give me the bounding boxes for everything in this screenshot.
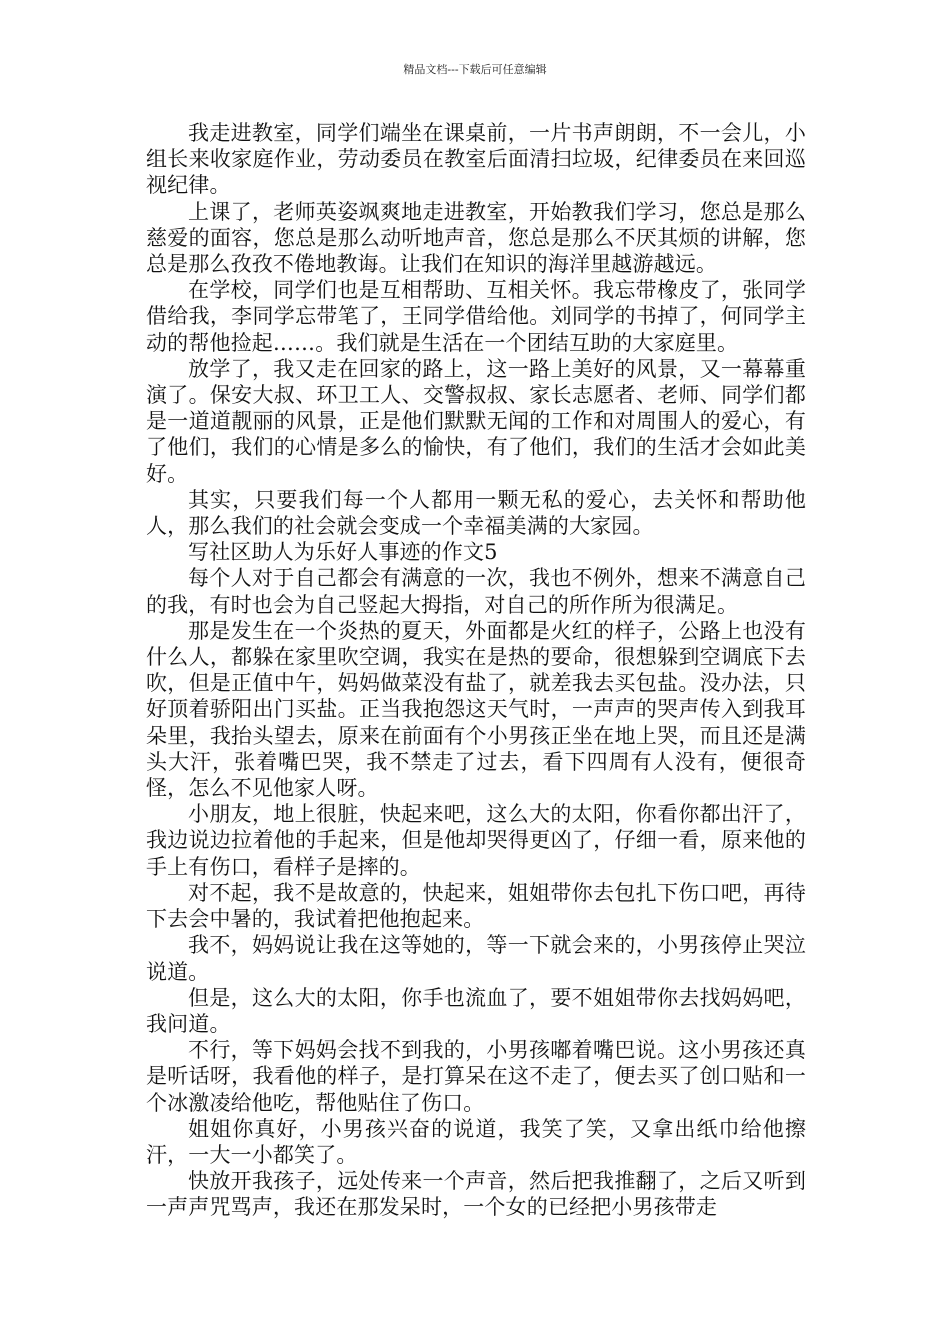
document-body [146,120,806,1221]
paragraph: 小朋友，地上很脏，快起来吧，这么大的太阳，你看你都出汗了，我边说边拉着他的手起来，但是他却哭得更凶了，仔细一看，原来他的手上有伤口，看样子是摔的。 [146,802,806,879]
paragraph: 其实，只要我们每一个人都用一颗无私的爱心，去关怀和帮助他人，那么我们的社会就会变成一个幸福美满的大家园。 [146,487,806,539]
section-title: 写社区助人为乐好人事迹的作文5 [188,540,498,565]
paragraph: 每个人对于自己都会有满意的一次，我也不例外，想来不满意自己的我，有时也会为自己竖起大拇指，对自己的所作所为很满足。 [146,566,806,617]
paragraph: 不行，等下妈妈会找不到我的，小男孩嘟着嘴巴说。这小男孩还真是听话呀，我看他的样子，是打算呆在这不走了，便去买了创口贴和一个冰激凌给他吃，帮他贴住了伤口。 [146,1038,806,1115]
paragraph: 在学校，同学们也是互相帮助、互相关怀。我忘带橡皮了，张同学借给我，李同学忘带笔了，王同学借给他。刘同学的书掉了，何同学主动的帮他捡起……。我们就是生活在一个团结互助的大家庭里。 [146,278,806,355]
paragraph: 快放开我孩子，远处传来一个声音，然后把我推翻了，之后又听到一声声咒骂声，我还在那发呆时，一个女的已经把小男孩带走 [146,1169,806,1220]
paragraph: 那是发生在一个炎热的夏天，外面都是火红的样子，公路上也没有什么人，都躲在家里吹空调，我实在是热的要命，很想躲到空调底下去吹，但是正值中午，妈妈做菜没有盐了，就差我去买包盐。没办法，只好顶着骄阳出门买盐。正当我抱怨这天气时，一声声的哭声传入到我耳朵里，我抬头望去，原来在前面有个小男孩正坐在地上哭，而且还是满头大汗，张着嘴巴哭，我不禁走了过去，看下四周有人没有，便很奇怪，怎么不见他家人呀。 [146,618,806,801]
page-header: 精品文档---下载后可任意编辑 [403,63,547,76]
paragraph: 放学了，我又走在回家的路上，这一路上美好的风景，又一幕幕重演了。保安大叔、环卫工人、交警叔叔、家长志愿者、老师、同学们都是一道道靓丽的风景，正是他们默默无闻的工作和对周围人的爱心，有了他们，我们的心情是多么的愉快，有了他们，我们的生活才会如此美好。 [146,356,806,486]
paragraph: 对不起，我不是故意的，快起来，姐姐带你去包扎下伤口吧，再待下去会中暑的，我试着把他抱起来。 [146,880,806,932]
paragraph: 但是，这么大的太阳，你手也流血了，要不姐姐带你去找妈妈吧，我问道。 [146,985,806,1036]
paragraph: 我走进教室，同学们端坐在课桌前，一片书声朗朗，不一会儿，小组长来收家庭作业，劳动委员在教室后面清扫垃圾，纪律委员在来回巡视纪律。 [146,121,806,198]
paragraph: 姐姐你真好，小男孩兴奋的说道，我笑了笑，又拿出纸巾给他擦汗，一大一小都笑了。 [146,1116,806,1167]
paragraph: 上课了，老师英姿飒爽地走进教室，开始教我们学习，您总是那么慈爱的面容，您总是那么动听地声音，您总是那么不厌其烦的讲解，您总是那么孜孜不倦地教诲。让我们在知识的海洋里越游越远。 [146,199,806,277]
paragraph: 我不，妈妈说让我在这等她的，等一下就会来的，小男孩停止哭泣说道。 [146,933,806,984]
